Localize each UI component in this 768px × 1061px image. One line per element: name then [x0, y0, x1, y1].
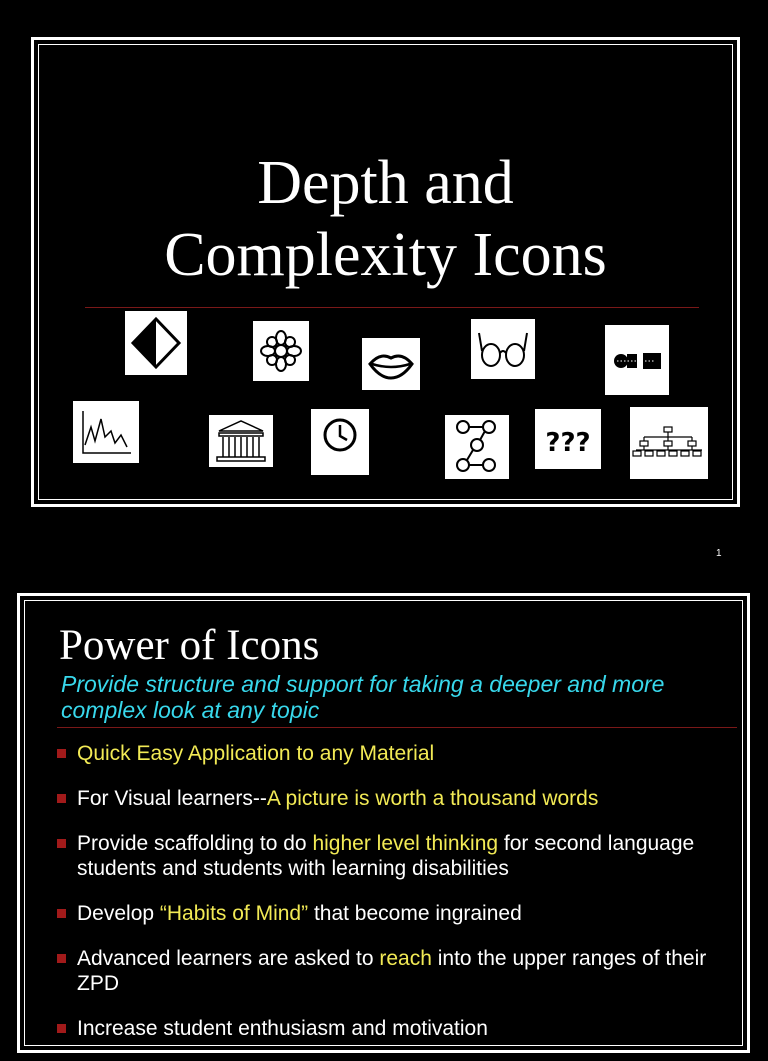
- patterns-icon: [253, 321, 309, 381]
- slide-title-line-1: Depth and: [257, 149, 514, 217]
- bullet-list: [57, 741, 737, 1061]
- title-divider: [57, 727, 737, 728]
- slide-title: Power of Icons: [59, 622, 320, 669]
- bullet-text: Increase student enthusiasm and motivation: [77, 1017, 488, 1040]
- highlighted-text: reach: [379, 947, 432, 970]
- language-of-discipline-icon: [362, 338, 420, 390]
- bullet-square-icon: [57, 794, 66, 803]
- bullet-square-icon: [57, 1024, 66, 1033]
- bullet-square-icon: [57, 909, 66, 918]
- highlighted-text: “Habits of Mind”: [159, 902, 309, 925]
- content-slide: [17, 593, 750, 1053]
- bullet-square-icon: [57, 954, 66, 963]
- bullet-item: [57, 831, 737, 881]
- bullet-text: into the upper ranges of their ZPD: [77, 947, 707, 995]
- rules-icon: [535, 409, 601, 469]
- page-number: 1: [716, 548, 722, 559]
- bullet-text: Provide scaffolding to do: [77, 832, 313, 855]
- bullet-text: For Visual learners--: [77, 787, 267, 810]
- ethics-icon: [209, 415, 273, 467]
- bullet-square-icon: [57, 749, 66, 758]
- content-slide-inner-border: [24, 600, 743, 1046]
- change-over-time-icon: [311, 409, 369, 475]
- bullet-square-icon: [57, 839, 66, 848]
- bullet-item: [57, 1016, 737, 1041]
- details-icon: [125, 311, 187, 375]
- title-slide: [31, 37, 740, 507]
- trends-icon: [73, 401, 139, 463]
- bullet-text: that become ingrained: [308, 902, 522, 925]
- across-disciplines-icon: [630, 407, 708, 479]
- bullet-item: [57, 741, 737, 766]
- slide-subtitle: Provide structure and support for taking a deeper and more complex look at any topic: [61, 671, 665, 723]
- bullet-text: Advanced learners are asked to: [77, 947, 380, 970]
- highlighted-text: Quick Easy Application to any Material: [77, 742, 435, 765]
- multiple-perspectives-icon: [471, 319, 535, 379]
- svg-text:???: ???: [545, 428, 591, 458]
- title-divider: [85, 307, 699, 308]
- unanswered-questions-icon: [605, 325, 669, 395]
- big-idea-icon: [445, 415, 509, 479]
- bullet-item: [57, 901, 737, 926]
- highlighted-text: A picture is worth a thousand words: [266, 787, 599, 810]
- title-slide-inner-border: [38, 44, 733, 500]
- bullet-item: [57, 946, 737, 996]
- bullet-item: [57, 786, 737, 811]
- bullet-text: for second language students and students with learning disabilities: [77, 832, 695, 880]
- slide-title: [39, 147, 732, 291]
- highlighted-text: higher level thinking: [312, 832, 499, 855]
- bullet-text: Develop: [77, 902, 160, 925]
- slide-title-line-2: Complexity Icons: [164, 221, 607, 289]
